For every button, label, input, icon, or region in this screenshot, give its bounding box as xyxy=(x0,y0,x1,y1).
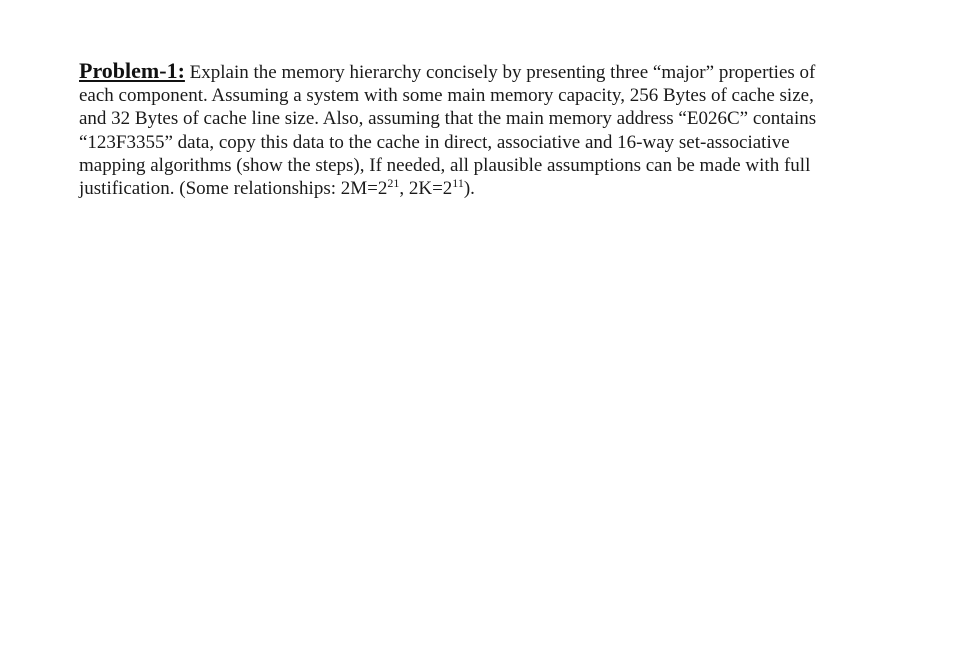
problem-text-line-6 xyxy=(79,177,879,200)
problem-text-line-2: each component. Assuming a system with some main memory capacity, 256 Bytes of cache size, xyxy=(79,85,814,107)
exponent-11: 11 xyxy=(452,176,464,191)
problem-text-line-5: mapping algorithms (show the steps), If needed, all plausible assumptions can be made with full xyxy=(79,154,811,176)
problem-text-line-4: “123F3355” data, copy this data to the cache in direct, associative and 16-way set-associative xyxy=(79,131,790,153)
relationships-prefix: justification. (Some relationships: 2M=2 xyxy=(79,178,388,200)
problem-statement xyxy=(79,59,879,200)
problem-line-1 xyxy=(79,59,879,84)
problem-text-line-1: Explain the memory hierarchy concisely by presenting three “major” properties of xyxy=(184,62,816,83)
relationships-middle: , 2K=2 xyxy=(399,178,453,200)
problem-text-line-3: and 32 Bytes of cache line size. Also, assuming that the main memory address “E026C” contains xyxy=(79,108,817,130)
exponent-21: 21 xyxy=(387,176,400,191)
relationships-suffix: ). xyxy=(463,178,475,200)
problem-heading: Problem-1: xyxy=(79,58,185,83)
